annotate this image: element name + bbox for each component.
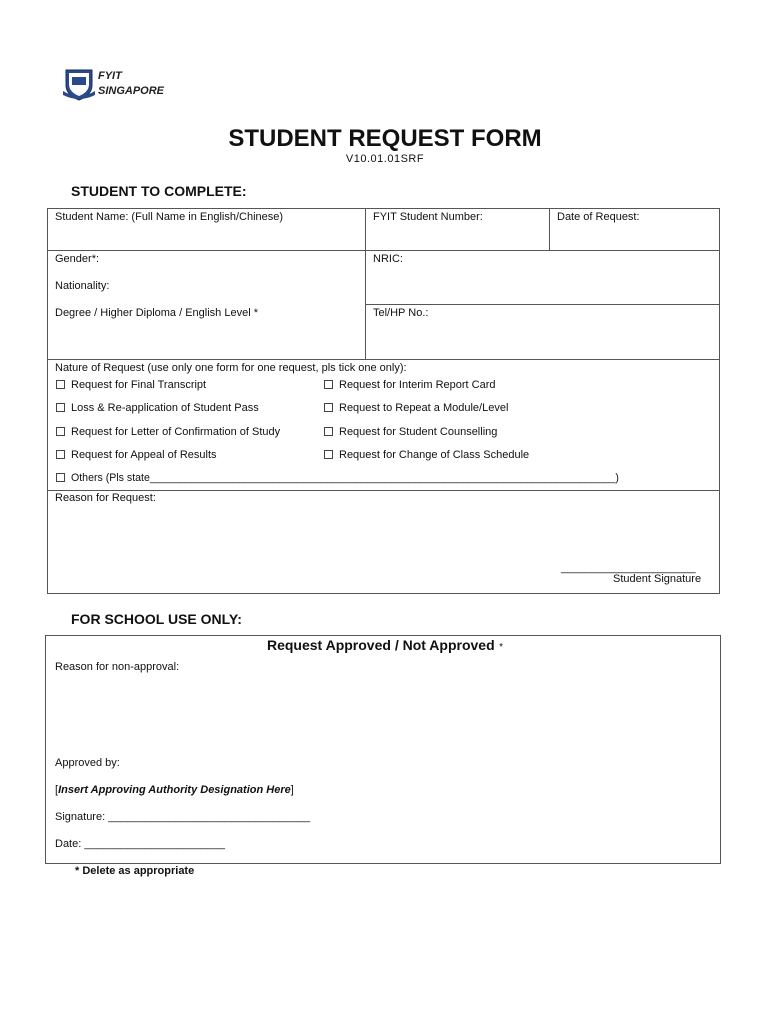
form-version: V10.01.01SRF <box>345 153 425 165</box>
student-section-heading: STUDENT TO COMPLETE: <box>71 183 247 199</box>
others-checkbox[interactable] <box>56 473 65 482</box>
appeal-results-checkbox[interactable] <box>56 450 65 459</box>
counselling-checkbox[interactable] <box>324 427 333 436</box>
counselling-label: Request for Student Counselling <box>339 426 498 438</box>
degree-field[interactable]: Degree / Higher Diploma / English Level * <box>55 307 258 319</box>
date-of-request-field[interactable]: Date of Request: <box>557 211 640 223</box>
reason-non-approval-label: Reason for non-approval: <box>55 661 180 673</box>
interim-report-checkbox[interactable] <box>324 380 333 389</box>
school-section-heading: FOR SCHOOL USE ONLY: <box>71 611 242 627</box>
authority-designation <box>55 784 294 796</box>
approval-title-text: Request Approved / Not Approved <box>266 637 495 653</box>
final-transcript-label: Request for Final Transcript <box>71 379 207 391</box>
interim-report-label: Request for Interim Report Card <box>339 379 496 391</box>
final-transcript-checkbox[interactable] <box>56 380 65 389</box>
student-signature-line[interactable]: ______________________ <box>561 562 696 574</box>
school-crest-logo <box>63 67 95 101</box>
confirmation-letter-checkbox[interactable] <box>56 427 65 436</box>
org-name-line2: SINGAPORE <box>98 85 165 97</box>
nature-of-request-label: Nature of Request (use only one form for one request, pls tick one only): <box>55 362 407 374</box>
approval-title <box>0 637 770 655</box>
authority-designation-text: Insert Approving Authority Designation Here <box>58 784 291 796</box>
gender-field[interactable]: Gender*: <box>55 253 100 265</box>
org-name-line1: FYIT <box>98 70 122 82</box>
authority-bracket-close: ] <box>290 784 294 796</box>
student-number-field[interactable]: FYIT Student Number: <box>373 211 483 223</box>
appeal-results-label: Request for Appeal of Results <box>71 449 217 461</box>
class-schedule-label: Request for Change of Class Schedule <box>339 449 530 461</box>
nric-field[interactable]: NRIC: <box>373 253 403 265</box>
others-label[interactable]: Others (Pls state_______________________________________________________________________________) <box>71 472 619 484</box>
authority-bracket-open: [ <box>55 784 59 796</box>
student-signature-label: Student Signature <box>613 573 702 585</box>
repeat-module-checkbox[interactable] <box>324 403 333 412</box>
approval-date-field[interactable]: Date: _______________________ <box>55 838 226 850</box>
approver-signature-field[interactable]: Signature: _________________________________ <box>55 811 311 823</box>
student-name-field[interactable]: Student Name: (Full Name in English/Chinese) <box>55 211 284 223</box>
nationality-field[interactable]: Nationality: <box>55 280 110 292</box>
form-title: STUDENT REQUEST FORM <box>228 125 542 152</box>
student-pass-checkbox[interactable] <box>56 403 65 412</box>
approval-title-star: * <box>499 642 503 653</box>
tel-field[interactable]: Tel/HP No.: <box>373 307 429 319</box>
confirmation-letter-label: Request for Letter of Confirmation of Study <box>71 426 281 438</box>
approved-by-label: Approved by: <box>55 757 120 769</box>
class-schedule-checkbox[interactable] <box>324 450 333 459</box>
repeat-module-label: Request to Repeat a Module/Level <box>339 402 509 414</box>
reason-for-request-label: Reason for Request: <box>55 492 156 504</box>
footnote: * Delete as appropriate <box>75 865 195 877</box>
org-name <box>98 69 164 99</box>
student-pass-label: Loss & Re-application of Student Pass <box>71 402 259 414</box>
